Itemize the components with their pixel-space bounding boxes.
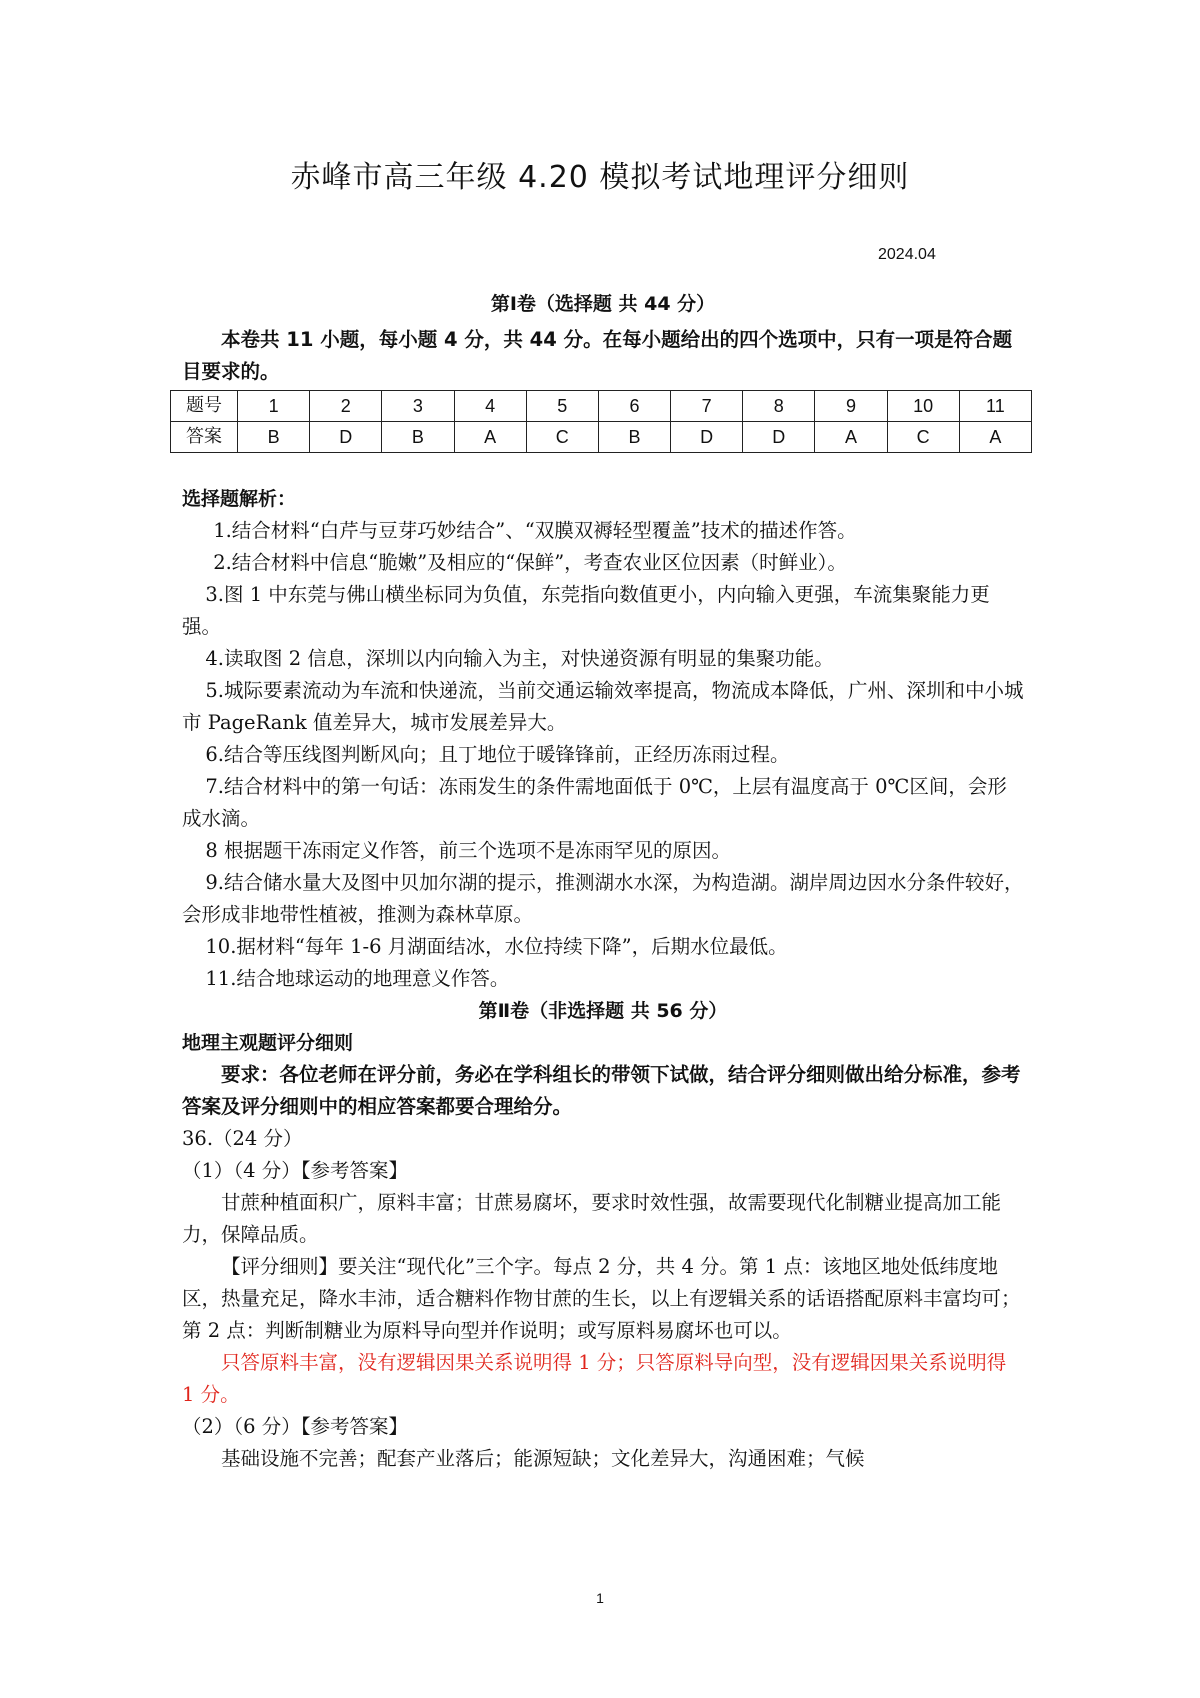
- answer-cell: B: [598, 422, 670, 453]
- part2-requirement: 要求：各位老师在评分前，务必在学科组长的带领下试做，结合评分细则做出给分标准，参考答案及评分细则中的相应答案都要合理给分。: [182, 1063, 1021, 1118]
- document-date: 2024.04: [878, 246, 936, 263]
- analysis-item: 10.据材料“每年 1-6 月湖面结冰，水位持续下降”，后期水位最低。: [205, 935, 788, 958]
- analysis-item: 11.结合地球运动的地理意义作答。: [205, 967, 510, 990]
- answer-table-row-answers: [171, 422, 1032, 453]
- analysis-item: 7.结合材料中的第一句话：冻雨发生的条件需地面低于 0℃，上层有温度高于 0℃区间，会形成水滴。: [182, 775, 1007, 830]
- document-body: [182, 288, 1024, 1475]
- q2-answer: 基础设施不完善；配套产业落后；能源短缺；文化差异大，沟通困难；气候: [221, 1447, 865, 1470]
- question-number-cell: 2: [310, 391, 382, 422]
- q1-header: （1）（4 分）【参考答案】: [182, 1159, 409, 1182]
- question-number-cell: 9: [815, 391, 887, 422]
- analysis-item: 3.图 1 中东莞与佛山横坐标同为负值，东莞指向数值更小，内向输入更强，车流集聚能力更强。: [182, 583, 990, 638]
- q2-header: （2）（6 分）【参考答案】: [182, 1415, 409, 1438]
- q36-header: 36.（24 分）: [182, 1127, 303, 1150]
- analysis-item: 2.结合材料中信息“脆嫩”及相应的“保鲜”，考查农业区位因素（时鲜业）。: [213, 551, 847, 574]
- q1-rubric: 【评分细则】要关注“现代化”三个字。每点 2 分，共 4 分。第 1 点：该地区地处低纬度地区，热量充足，降水丰沛，适合糖料作物甘蔗的生长，以上有逻辑关系的话语搭配原料丰富均可；第 2 点：判断制糖业为原料导向型并作说明；或写原料易腐坏也可以。: [182, 1255, 1021, 1342]
- question-number-cell: 7: [671, 391, 743, 422]
- part1-intro: 本卷共 11 小题，每小题 4 分，共 44 分。在每小题给出的四个选项中，只有一项是符合题目要求的。: [182, 328, 1013, 383]
- answer-cell: D: [671, 422, 743, 453]
- answer-cell: A: [454, 422, 526, 453]
- answer-cell: A: [959, 422, 1031, 453]
- part1-heading: 第Ⅰ卷（选择题 共 44 分）: [490, 293, 716, 315]
- question-number-cell: 1: [238, 391, 310, 422]
- analysis-item: 9.结合储水量大及图中贝加尔湖的提示，推测湖水水深，为构造湖。湖岸周边因水分条件较好，会形成非地带性植被，推测为森林草原。: [182, 871, 1024, 926]
- answer-table-row-numbers: [171, 391, 1032, 422]
- analysis-item: 8 根据题干冻雨定义作答，前三个选项不是冻雨罕见的原因。: [205, 839, 731, 862]
- question-number-cell: 4: [454, 391, 526, 422]
- answer-cell: B: [238, 422, 310, 453]
- analysis-item: 5.城际要素流动为车流和快递流，当前交通运输效率提高，物流成本降低，广州、深圳和中小城市 PageRank 值差异大，城市发展差异大。: [182, 679, 1024, 734]
- question-number-cell: 8: [743, 391, 815, 422]
- answer-table: [170, 390, 1032, 453]
- page-number: 1: [596, 1590, 604, 1606]
- question-number-cell: 10: [887, 391, 959, 422]
- document-title: 赤峰市高三年级 4.20 模拟考试地理评分细则: [290, 160, 910, 195]
- question-number-cell: 11: [959, 391, 1031, 422]
- analysis-item: 4.读取图 2 信息，深圳以内向输入为主，对快递资源有明显的集聚功能。: [205, 647, 834, 670]
- question-number-cell: 3: [382, 391, 454, 422]
- answer-cell: D: [743, 422, 815, 453]
- answer-cell: C: [526, 422, 598, 453]
- answer-cell: A: [815, 422, 887, 453]
- analysis-item: 1.结合材料“白芹与豆芽巧妙结合”、“双膜双褥轻型覆盖”技术的描述作答。: [213, 519, 857, 542]
- q1-rubric-highlight: 只答原料丰富，没有逻辑因果关系说明得 1 分；只答原料导向型，没有逻辑因果关系说明得 1 分。: [182, 1351, 1007, 1406]
- answer-cell: B: [382, 422, 454, 453]
- analysis-item: 6.结合等压线图判断风向；且丁地位于暖锋锋前，正经历冻雨过程。: [205, 743, 790, 766]
- part2-heading: 第Ⅱ卷（非选择题 共 56 分）: [478, 1000, 728, 1022]
- q1-answer: 甘蔗种植面积广，原料丰富；甘蔗易腐坏，要求时效性强，故需要现代化制糖业提高加工能力，保障品质。: [182, 1191, 1002, 1246]
- row-label-question-number: 题号: [171, 391, 238, 422]
- question-number-cell: 5: [526, 391, 598, 422]
- part2-subtitle: 地理主观题评分细则: [182, 1032, 354, 1054]
- answer-cell: D: [310, 422, 382, 453]
- question-number-cell: 6: [598, 391, 670, 422]
- row-label-answer: 答案: [171, 422, 238, 453]
- analysis-title: 选择题解析：: [182, 488, 297, 510]
- answer-cell: C: [887, 422, 959, 453]
